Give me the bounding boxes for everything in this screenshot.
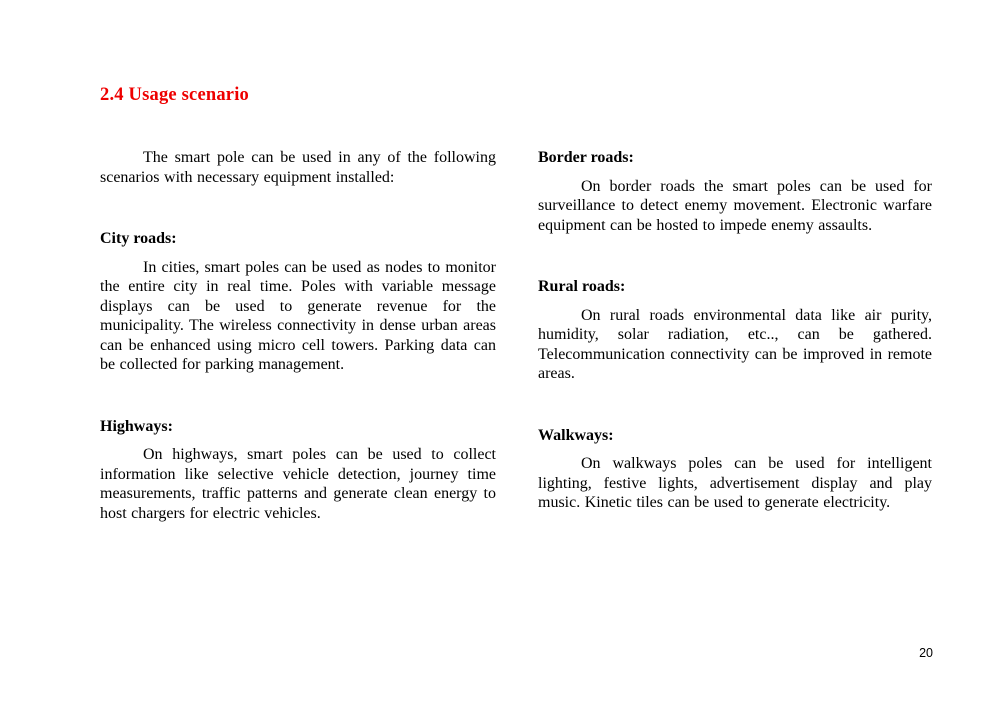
section-body-highways: On highways, smart poles can be used to collect information like selective vehicle detection, journey time measurements, traffic patterns and generate clean energy to host chargers for electric vehicles. <box>100 446 496 522</box>
section-body-border-roads: On border roads the smart poles can be used for surveillance to detect enemy movement. Electronic warfare equipment can be hosted to impede enemy assaults. <box>538 177 932 234</box>
section-body-city-roads: In cities, smart poles can be used as nodes to monitor the entire city in real time. Poles with variable message displays can be used to generate revenue for the municipality. The wireless connectivity in dense urban areas can be enhanced using micro cell towers. Parking data can be collected for parking management. <box>100 258 496 373</box>
section-city-roads <box>100 229 496 375</box>
page-number: 20 <box>919 646 933 660</box>
section-body-walkways: On walkways poles can be used for intelligent lighting, festive lights, advertisement display and play music. Kinetic tiles can be used to generate electricity. <box>538 455 932 511</box>
section-highways <box>100 417 496 524</box>
intro-paragraph: The smart pole can be used in any of the following scenarios with necessary equipment installed: <box>100 149 496 186</box>
section-heading-border-roads: Border roads: <box>538 149 634 166</box>
section-border-roads <box>538 148 932 235</box>
right-column <box>538 148 932 513</box>
section-walkways <box>538 426 932 513</box>
left-column <box>100 148 496 523</box>
section-heading-walkways: Walkways: <box>538 426 614 444</box>
page-title: 2.4 Usage scenario <box>100 85 250 105</box>
section-heading-highways: Highways: <box>100 417 173 435</box>
section-heading-rural-roads: Rural roads: <box>538 278 626 295</box>
section-body-rural-roads: On rural roads environmental data like air purity, humidity, solar radiation, etc.., can be gathered. Telecommunication connectivity can be improved in remote areas. <box>538 306 932 382</box>
section-heading-city-roads: City roads: <box>100 230 177 247</box>
section-rural-roads <box>538 277 932 384</box>
